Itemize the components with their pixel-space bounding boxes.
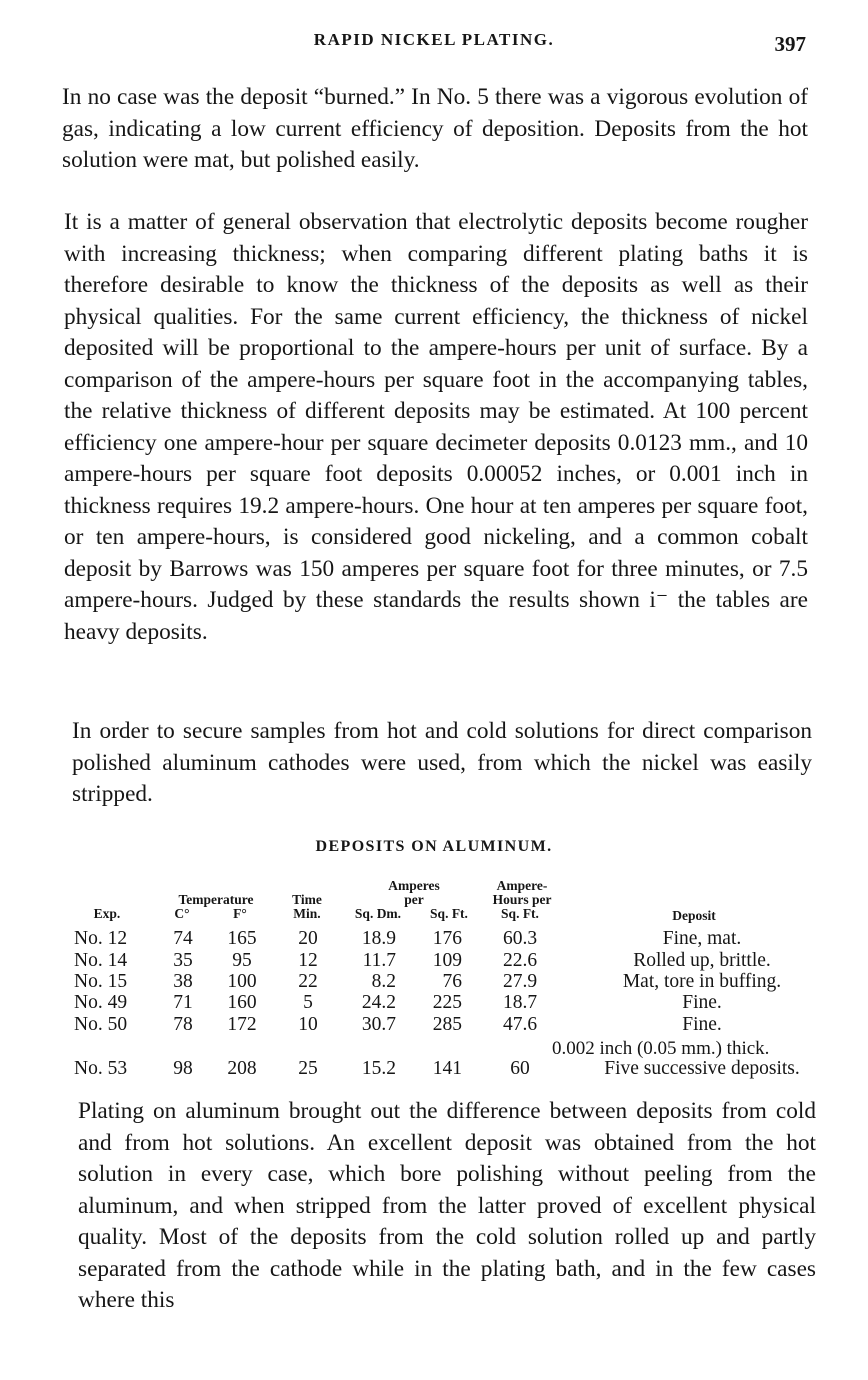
header-ampere-hours-3: Sq. Ft. xyxy=(501,906,539,921)
header-exp: Exp. xyxy=(93,906,121,921)
cell-time: 10 xyxy=(298,1014,318,1035)
header-sq-ft: Sq. Ft. xyxy=(430,906,468,921)
header-temperature: Temperature xyxy=(178,892,254,907)
cell-amperes-sq-dm: 24.2 xyxy=(361,992,396,1013)
table-row xyxy=(0,992,868,1014)
cell-ampere-hours: 47.6 xyxy=(502,1014,538,1035)
cell-time: 22 xyxy=(298,971,318,992)
cell-temp-f: 160 xyxy=(227,992,257,1013)
cell-exp: No. 53 xyxy=(74,1058,128,1079)
cell-exp: No. 14 xyxy=(74,950,128,971)
cell-ampere-hours: 60.3 xyxy=(502,928,538,949)
cell-exp: No. 49 xyxy=(74,992,128,1013)
cell-exp: No. 12 xyxy=(74,928,128,949)
cell-ampere-hours: 22.6 xyxy=(502,950,538,971)
cell-time: 25 xyxy=(298,1058,318,1079)
cell-temp-f: 95 xyxy=(232,950,252,971)
cell-amperes-sq-ft: 76 xyxy=(442,971,462,992)
paragraph-4: Plating on aluminum brought out the difference between deposits from cold and from hot solutions. An excellent deposit was obtained from the hot solution in every case, which bore polishing without peeling from the aluminum, and when stripped from the latter proved of excellent physical quality. Most of the deposits from the cold solution rolled up and partly separated from the cathode while in the plating bath, and in the few cases where this xyxy=(78,1098,816,1313)
header-ampere-hours-2: Hours per xyxy=(492,892,552,907)
table-row xyxy=(0,971,868,993)
cell-temp-c: 35 xyxy=(173,950,193,971)
cell-time: 20 xyxy=(298,928,318,949)
cell-temp-c: 74 xyxy=(173,928,193,949)
running-title: RAPID NICKEL PLATING. xyxy=(313,30,555,49)
cell-amperes-sq-ft: 285 xyxy=(432,1014,462,1035)
cell-time: 5 xyxy=(303,992,313,1013)
header-fahrenheit: F° xyxy=(233,906,247,921)
header-amperes: Amperes xyxy=(388,878,440,893)
cell-temp-f: 165 xyxy=(227,928,257,949)
cell-temp-c: 78 xyxy=(173,1014,193,1035)
cell-amperes-sq-dm: 18.9 xyxy=(361,928,396,949)
table-row xyxy=(0,928,868,950)
paragraph-1: In no case was the deposit “burned.” In No. 5 there was a vigorous evolution of gas, indicating a low current efficiency of deposition. Deposits from the hot solution were mat, but polished easily. xyxy=(62,84,808,173)
page-header xyxy=(0,26,868,56)
cell-deposit: Fine. xyxy=(682,992,722,1013)
header-amperes-per: per xyxy=(404,892,424,907)
cell-deposit: Fine. xyxy=(682,1014,722,1035)
table-row xyxy=(0,950,868,972)
header-ampere-hours-1: Ampere- xyxy=(496,878,548,893)
cell-deposit: Five successive deposits. xyxy=(604,1058,800,1079)
cell-deposit: Rolled up, brittle. xyxy=(633,950,771,971)
cell-amperes-sq-dm: 11.7 xyxy=(362,950,396,971)
cell-ampere-hours: 27.9 xyxy=(502,971,538,992)
cell-exp: No. 15 xyxy=(74,971,128,992)
cell-temp-f: 208 xyxy=(227,1058,257,1079)
cell-amperes-sq-dm: 30.7 xyxy=(361,1014,396,1035)
header-sq-dm: Sq. Dm. xyxy=(354,906,402,921)
deposit-note: 0.002 inch (0.05 mm.) thick. xyxy=(552,1038,770,1059)
cell-exp: No. 50 xyxy=(74,1014,128,1035)
cell-temp-f: 172 xyxy=(227,1014,257,1035)
paragraph-2: It is a matter of general observation that electrolytic deposits become rougher with increasing thickness; when comparing different plating baths it is therefore desirable to know the thickness of the deposits as well as their physical qualities. For the same current efficiency, the thickness of nickel deposited will be proportional to the ampere-hours per unit of surface. By a comparison of the ampere-hours per square foot in the accompanying tables, the relative thickness of different deposits may be estimated. At 100 percent efficiency one ampere-hour per square decimeter deposits 0.0123 mm., and 10 ampere-hours per square foot deposits 0.00052 inches, or 0.001 inch in thickness requires 19.2 ampere-hours. One hour at ten amperes per square foot, or ten ampere-hours, is considered good nickeling, and a common cobalt deposit by Barrows was 150 amperes per square foot for three minutes, or 7.5 ampere-hours. Judged by these standards the results shown i⁻ the tables are heavy deposits. xyxy=(64,209,808,645)
table-row xyxy=(0,1058,868,1080)
cell-amperes-sq-ft: 141 xyxy=(432,1058,462,1079)
page-number: 397 xyxy=(774,32,806,56)
header-time-unit: Min. xyxy=(293,906,321,921)
cell-amperes-sq-dm: 8.2 xyxy=(371,971,396,992)
cell-ampere-hours: 18.7 xyxy=(502,992,538,1013)
cell-temp-c: 71 xyxy=(173,992,193,1013)
cell-amperes-sq-ft: 176 xyxy=(432,928,462,949)
cell-temp-f: 100 xyxy=(227,971,257,992)
header-time: Time xyxy=(292,892,322,907)
cell-amperes-sq-dm: 15.2 xyxy=(361,1058,396,1079)
header-deposit: Deposit xyxy=(672,908,716,923)
cell-temp-c: 38 xyxy=(173,971,193,992)
cell-deposit: Mat, tore in buffing. xyxy=(622,971,782,992)
header-celsius: C° xyxy=(174,906,190,921)
paragraph-3: In order to secure samples from hot and cold solutions for direct comparison polished aluminum cathodes were used, from which the nickel was easily stripped. xyxy=(72,718,812,807)
cell-temp-c: 98 xyxy=(173,1058,193,1079)
cell-deposit: Fine, mat. xyxy=(662,928,742,949)
cell-amperes-sq-ft: 225 xyxy=(432,992,462,1013)
table-row xyxy=(0,1014,868,1036)
table-caption: DEPOSITS ON ALUMINUM. xyxy=(315,838,553,855)
cell-ampere-hours: 60 xyxy=(510,1058,530,1079)
cell-time: 12 xyxy=(298,950,318,971)
cell-amperes-sq-ft: 109 xyxy=(432,950,462,971)
